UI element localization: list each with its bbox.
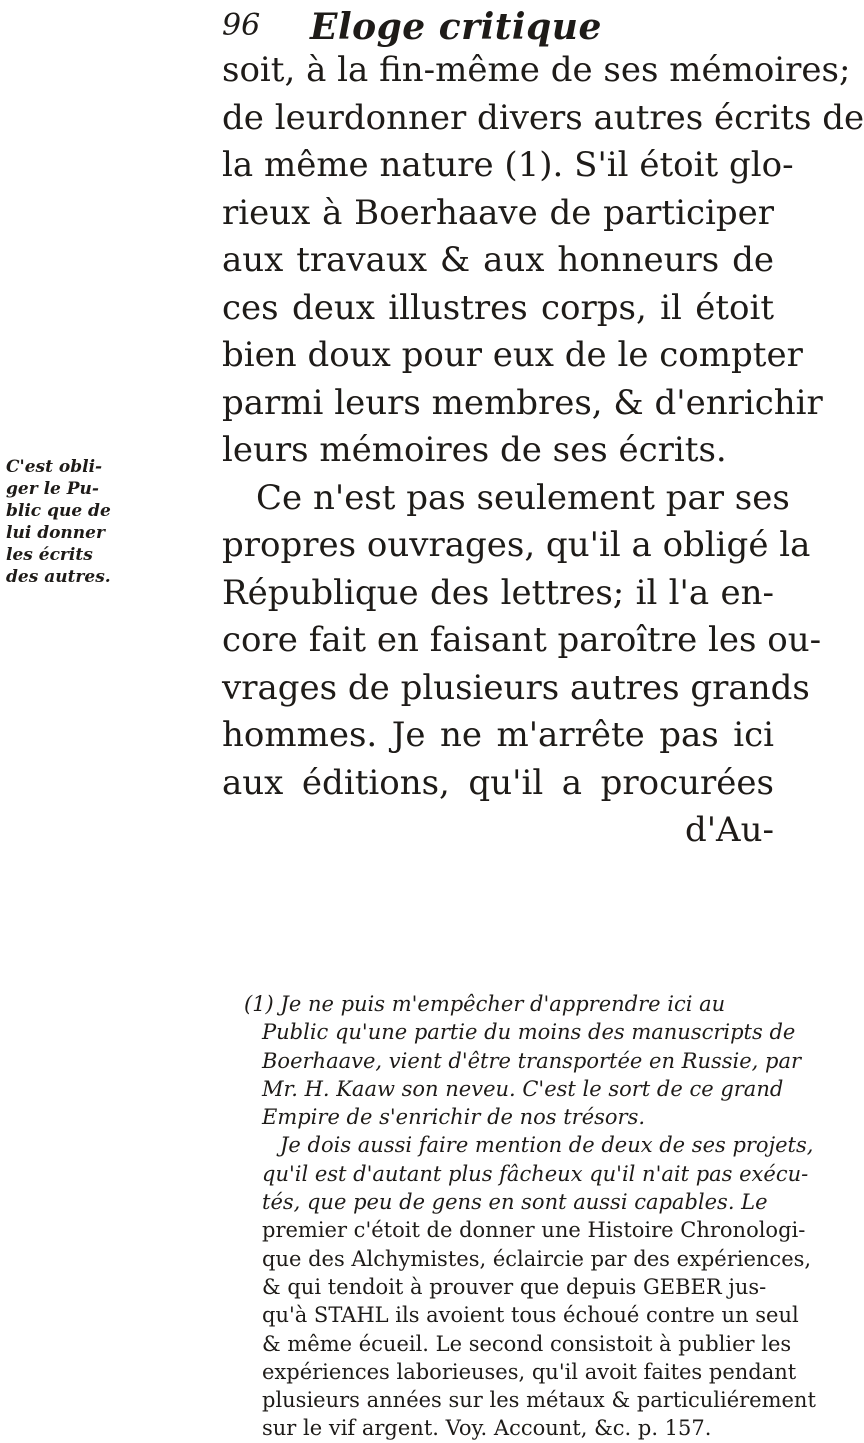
margin-note-line: les écrits (6, 545, 93, 565)
footnote-line: premier c'étoit de donner une Histoire Chronologi- (262, 1218, 806, 1243)
footnote-line: qu'il est d'autant plus fâcheux qu'il n'ait pas exécu- (262, 1161, 809, 1186)
text-line: la même nature (1). S'il étoit glo- (222, 145, 794, 185)
text-line: bien doux pour eux de le compter (222, 335, 803, 375)
footnote-line: Je dois aussi faire mention de deux de ses projets, (280, 1133, 814, 1158)
text-line: aux travaux & aux honneurs de (222, 240, 774, 280)
footnote-line: Empire de s'enrichir de nos trésors. (262, 1105, 646, 1130)
page-number: 96 (222, 8, 261, 43)
text-line: parmi leurs membres, & d'enrichir (222, 382, 823, 423)
running-title: Eloge critique (310, 6, 602, 48)
main-text (222, 47, 864, 855)
text-line: vrages de plusieurs autres grands (222, 667, 810, 708)
text-line: core fait en faisant paroître les ou- (222, 620, 822, 660)
footnote-line: & qui tendoit à prouver que depuis GEBER jus- (262, 1274, 767, 1299)
footnote-line: expériences laborieuses, qu'il avoit faites pendant (262, 1359, 797, 1384)
page-header (222, 6, 742, 50)
footnote-line: que des Alchymistes, éclaircie par des expériences, (262, 1246, 812, 1271)
footnote-line: & même écueil. Le second consistoit à publier les (262, 1331, 792, 1356)
footnote-line: plusieurs années sur les métaux & particuliérement (262, 1388, 816, 1413)
text-line: aux éditions, qu'il a procurées (222, 762, 774, 803)
text-line: hommes. Je ne m'arrête pas ici (222, 715, 774, 755)
text-line: rieux à Boerhaave de participer (222, 192, 774, 233)
footnote-line: sur le vif argent. Voy. Account, &c. p. 157. (262, 1416, 712, 1441)
text-line: Ce n'est pas seulement par ses (256, 477, 790, 518)
margin-note-line: blic que de (6, 501, 111, 521)
margin-note-line: des autres. (6, 567, 111, 587)
footnote-line: (1) Je ne puis m'empêcher d'apprendre ici au (244, 992, 726, 1016)
footnote (244, 990, 816, 1443)
footnote-line: qu'à STAHL ils avoient tous échoué contre un seul (262, 1303, 799, 1328)
text-line: de leurdonner divers autres écrits de (222, 97, 864, 138)
footnote-line: Boerhaave, vient d'être transportée en Russie, par (262, 1048, 802, 1073)
text-line: République des lettres; il l'a en- (222, 572, 774, 613)
margin-note (6, 456, 216, 588)
margin-note-line: ger le Pu- (6, 479, 99, 499)
margin-note-line: lui donner (6, 523, 105, 543)
text-line: ces deux illustres corps, il étoit (222, 287, 774, 328)
footnote-line: tés, que peu de gens en sont aussi capables. Le (262, 1190, 768, 1215)
margin-note-line: C'est obli- (6, 457, 103, 477)
text-line: soit, à la fin-même de ses mémoires; (222, 50, 851, 90)
text-line: leurs mémoires de ses écrits. (222, 430, 727, 470)
text-line: propres ouvrages, qu'il a obligé la (222, 525, 811, 565)
catchword: d'Au- (684, 810, 774, 850)
footnote-line: Public qu'une partie du moins des manuscripts de (262, 1020, 796, 1045)
footnote-line: Mr. H. Kaaw son neveu. C'est le sort de ce grand (262, 1076, 784, 1101)
